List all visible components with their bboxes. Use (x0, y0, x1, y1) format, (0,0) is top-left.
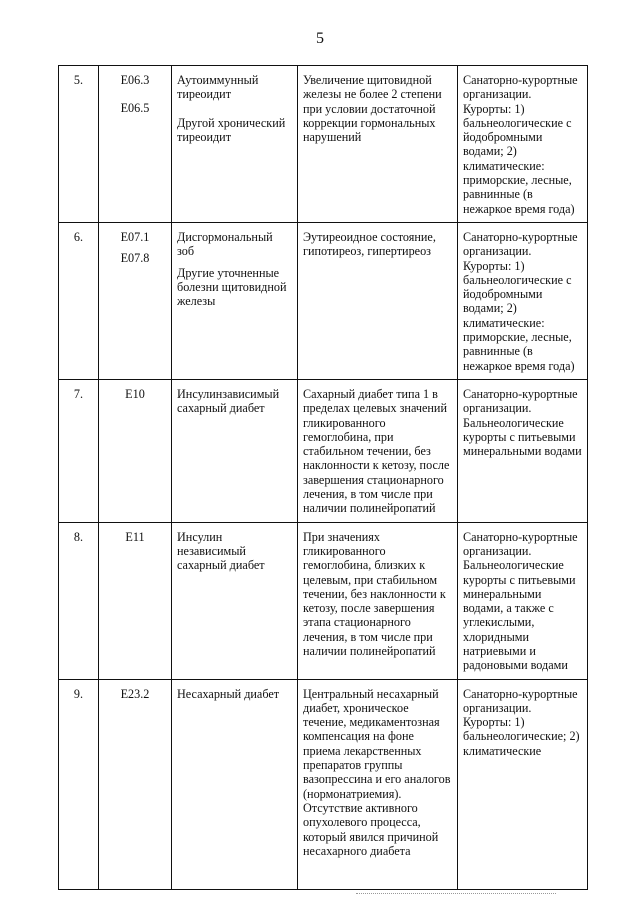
icd-code-cell (99, 522, 172, 679)
table-row (59, 679, 588, 889)
page-number: 5 (316, 30, 324, 47)
resorts-cell: Санаторно-курортные организации. Курорты: 1) бальнеологические; 2) климатические (458, 679, 588, 889)
resorts-cell: Санаторно-курортные организации. Бальнеологические курорты с питьевыми минеральными водами, а также с углекислыми, хлоридными натриевыми и радоновыми водами (458, 522, 588, 679)
diagnosis-name: Несахарный диабет (177, 686, 280, 701)
diagnosis-cell (172, 222, 298, 379)
row-number: 5. (59, 66, 99, 223)
row-number: 8. (59, 522, 99, 679)
diagnosis-name: Другие уточненные болезни щитовидной железы (177, 265, 287, 309)
resorts-cell: Санаторно-курортные организации. Бальнеологические курорты с питьевыми минеральными водами (458, 379, 588, 522)
icd-code: E06.5 (120, 101, 150, 116)
resorts-cell: Санаторно-курортные организации. Курорты: 1) бальнеологические с йодобромными водами; 2) климатические: приморские, лесные, равнинные (в нежаркое время года) (458, 222, 588, 379)
icd-code: E07.8 (120, 251, 150, 266)
row-number: 7. (59, 379, 99, 522)
icd-code: E07.1 (120, 229, 150, 244)
row-number: 6. (59, 222, 99, 379)
diagnosis-name: Другой хронический тиреоидит (177, 115, 286, 144)
scan-artifact (356, 893, 556, 896)
resorts-cell: Санаторно-курортные организации. Курорты: 1) бальнеологические с йодобромными водами; 2) климатические: приморские, лесные, равнинные (в нежаркое время года) (458, 66, 588, 223)
diagnosis-cell (172, 522, 298, 679)
table-row (59, 522, 588, 679)
icd-code: E11 (125, 529, 145, 544)
icd-code-cell (99, 679, 172, 889)
icd-code: E23.2 (120, 686, 150, 701)
diagnosis-cell (172, 679, 298, 889)
diagnosis-cell (172, 66, 298, 223)
table-row (59, 379, 588, 522)
row-number: 9. (59, 679, 99, 889)
icd-code: E10 (125, 386, 145, 401)
conditions-cell: При значениях гликированного гемоглобина, близких к целевым, при стабильном течении, без наклонности к кетозу, после завершения этапа стационарного лечения, в том числе при наличии полинейропатий (298, 522, 458, 679)
icd-code: E06.3 (120, 73, 150, 87)
icd-code-cell (99, 222, 172, 379)
diagnosis-cell (172, 379, 298, 522)
table-row (59, 66, 588, 223)
diagnosis-name: Инсулинзависимый сахарный диабет (177, 386, 280, 416)
conditions-cell: Центральный несахарный диабет, хроническое течение, медикаментозная компенсация на фоне приема лекарственных препаратов группы вазопрессина и его аналогов (нормонатриемия). Отсутствие активного опухолевого процесса, который явился причиной несахарного диабета (298, 679, 458, 889)
icd-code-cell (99, 66, 172, 223)
diagnosis-name: Инсулин независимый сахарный диабет (177, 529, 265, 573)
table-row (59, 222, 588, 379)
conditions-cell: Эутиреоидное состояние, гипотиреоз, гипертиреоз (298, 222, 458, 379)
conditions-cell: Сахарный диабет типа 1 в пределах целевых значений гликированного гемоглобина, при стабильном течении, без наклонности к кетозу, после завершения стационарного лечения, в том числе при наличии полинейропатий (298, 379, 458, 522)
conditions-cell: Увеличение щитовидной железы не более 2 степени при условии достаточной коррекции гормональных нарушений (298, 66, 458, 223)
diagnosis-name: Дисгормональный зоб (177, 229, 273, 259)
icd-code-cell (99, 379, 172, 522)
resort-indications-table (58, 65, 588, 890)
diagnosis-name: Аутоиммунный тиреоидит (177, 73, 259, 102)
